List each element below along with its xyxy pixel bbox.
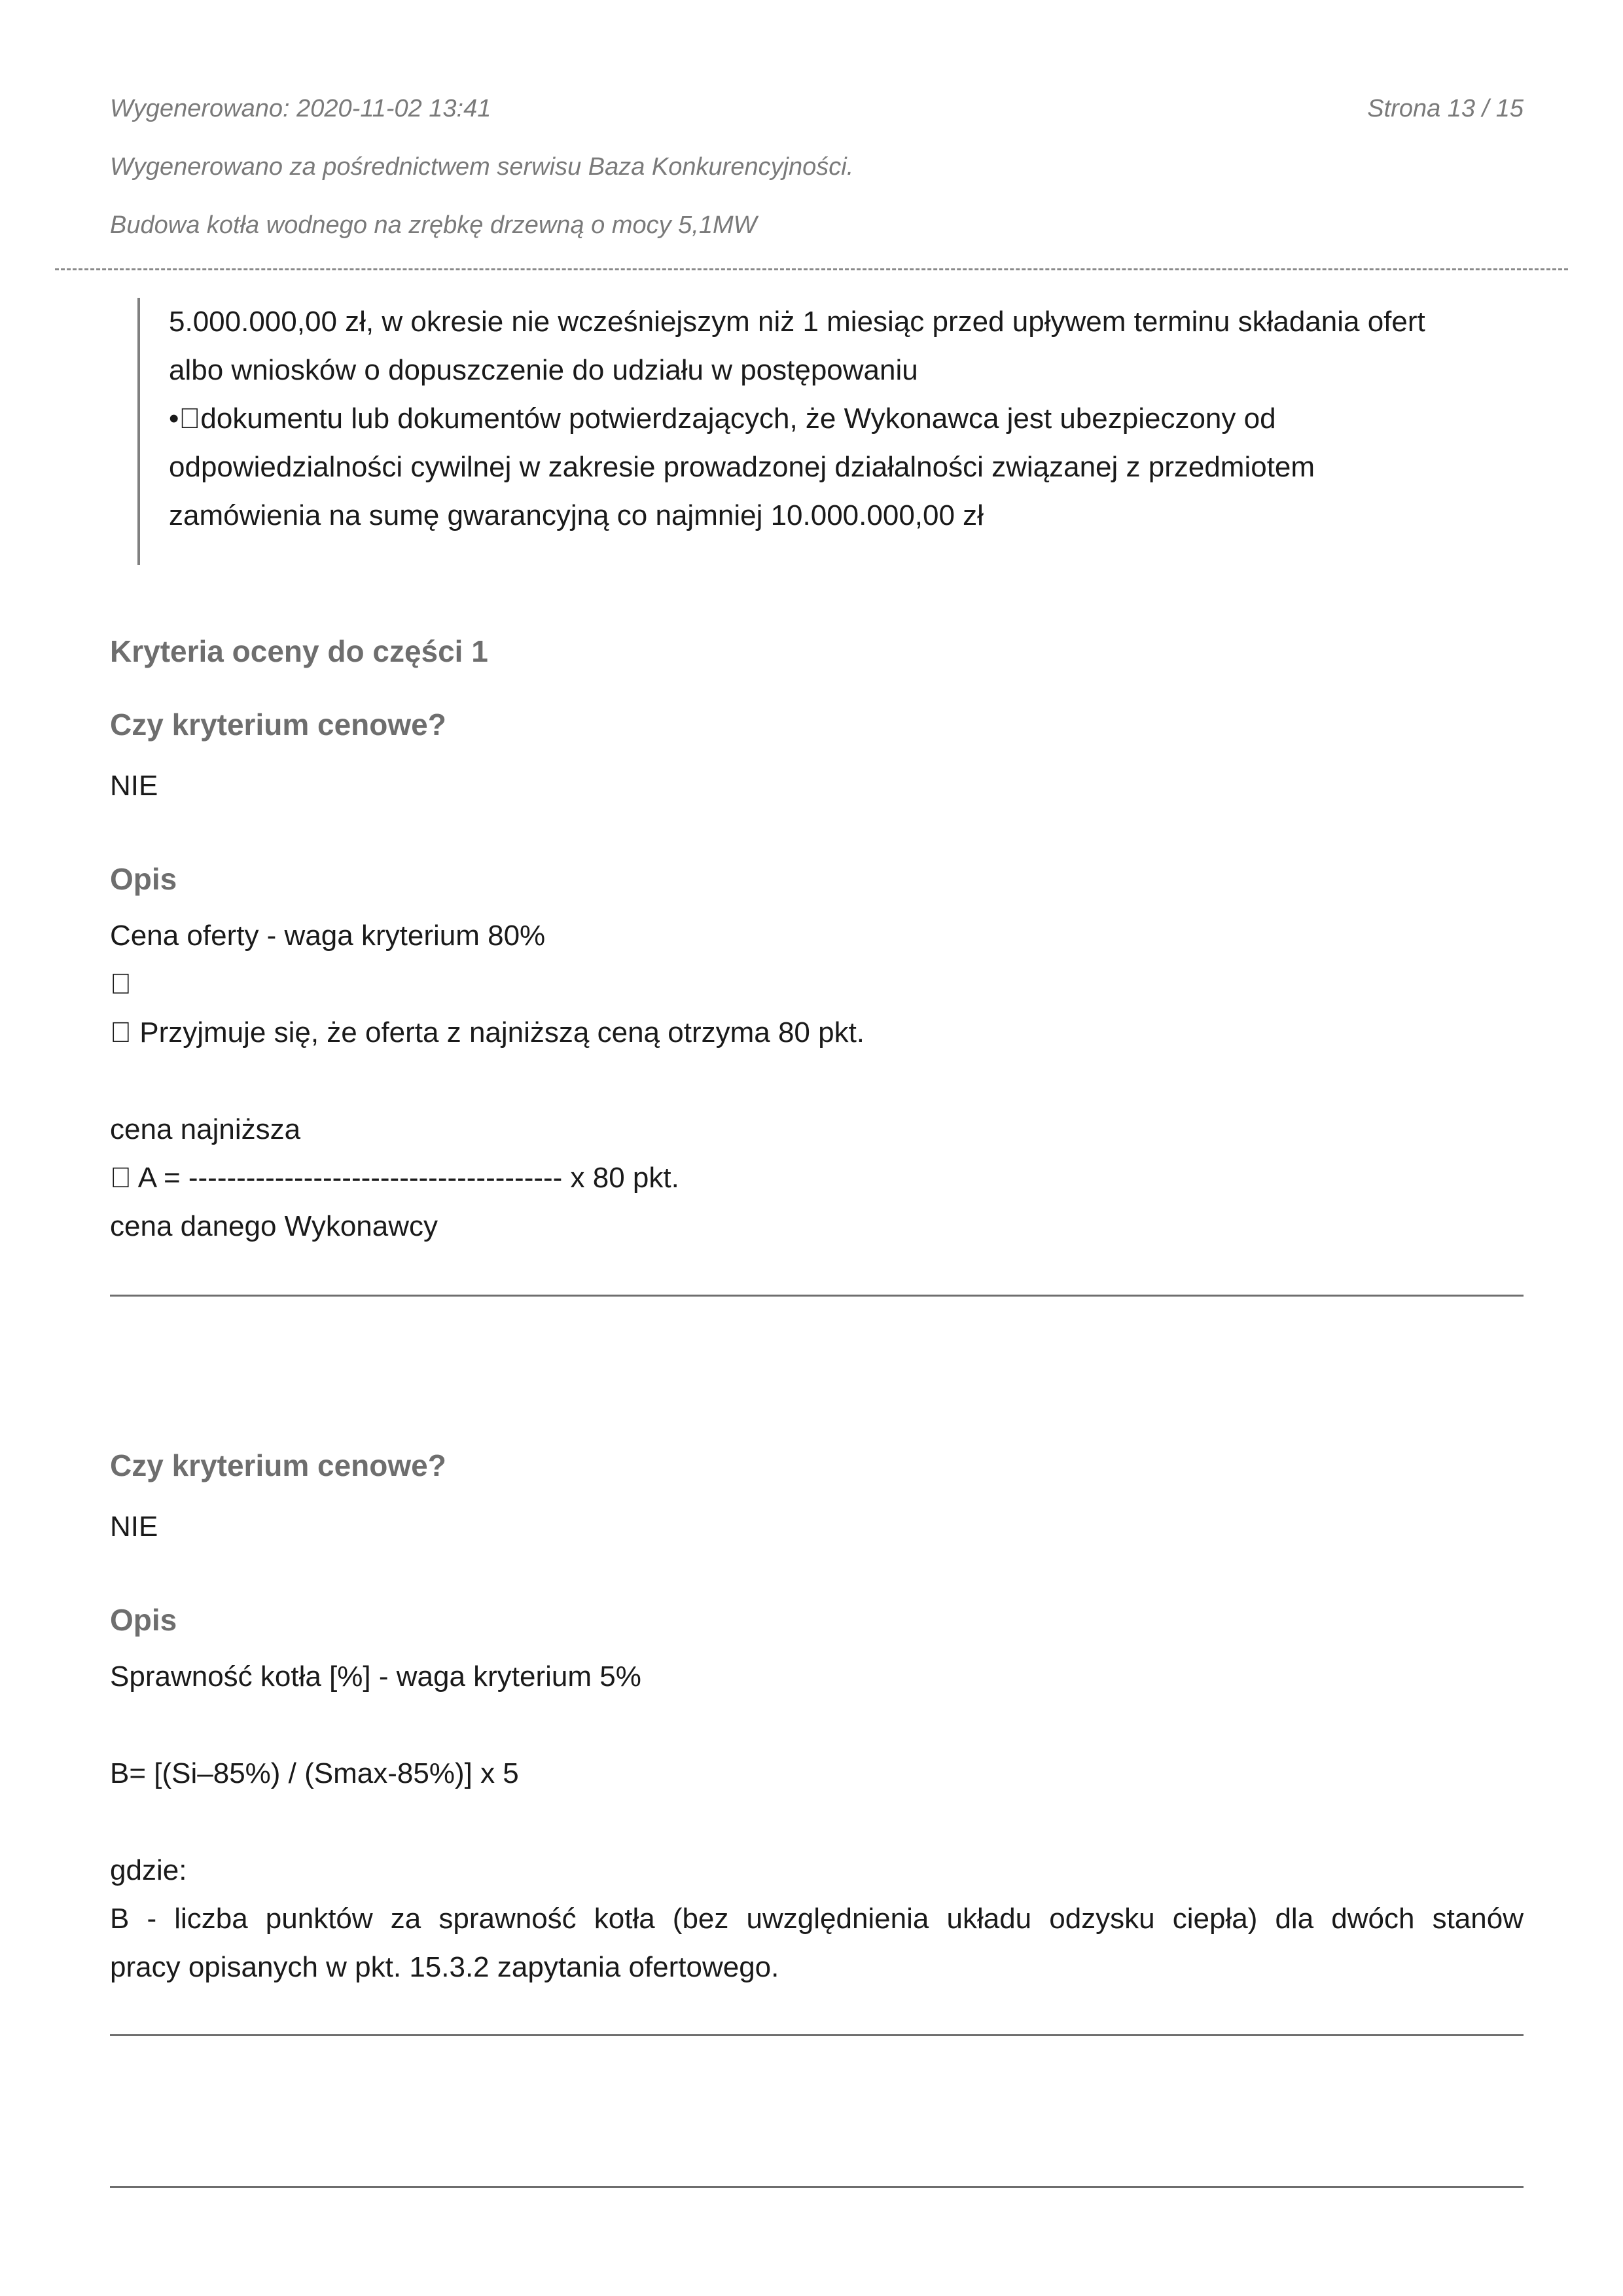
criterion-2-desc-justified: B - liczba punktów za sprawność kotła (bez uwzględnienia układu odzysku ciepła) dla dwóch stanów <box>110 1903 1524 1935</box>
generated-via-note: Wygenerowano za pośrednictwem serwisu Baza Konkurencyjności. <box>110 153 854 181</box>
criterion-1-desc-wrap <box>110 912 1524 1251</box>
criterion-2-price-question-wrap <box>110 1448 1524 1483</box>
criterion-1-desc-label-wrap <box>110 861 1524 897</box>
criterion-2-desc-label-wrap <box>110 1602 1524 1638</box>
criterion-2-desc-last: pracy opisanych w pkt. 15.3.2 zapytania ofertowego. <box>110 1951 779 1983</box>
criterion-2-divider <box>110 2034 1524 2036</box>
criterion-1-price-question-wrap <box>110 707 1524 742</box>
criterion-1-desc-label: Opis <box>110 862 177 896</box>
criteria-title-wrap <box>110 634 1524 669</box>
criterion-1-price-answer-wrap <box>110 770 1524 802</box>
bottom-divider <box>110 2186 1524 2188</box>
page-number: Strona 13 / 15 <box>1367 95 1524 122</box>
criterion-2-desc-wrap <box>110 1653 1524 1992</box>
criterion-2-price-answer-wrap <box>110 1511 1524 1543</box>
criterion-2-price-answer: NIE <box>110 1511 158 1543</box>
document-title: Budowa kotła wodnego na zrębkę drzewną o mocy 5,1MW <box>110 211 757 239</box>
criterion-2-price-question: Czy kryterium cenowe? <box>110 1448 446 1482</box>
criteria-title: Kryteria oceny do części 1 <box>110 634 488 668</box>
criterion-2-desc-label: Opis <box>110 1603 177 1637</box>
criterion-1-price-question: Czy kryterium cenowe? <box>110 708 446 742</box>
quote-block <box>137 298 1518 565</box>
header-divider <box>55 268 1568 270</box>
criterion-1-desc-text: Cena oferty - waga kryterium 80%     Przyjmuje się, że oferta z najniższą ceną otrzyma 80 pkt. cena najniższa   A = --------------------------------------- x 80 pkt. cena danego Wykonawcy <box>110 920 865 1242</box>
criterion-2-desc-text: Sprawność kotła [%] - waga kryterium 5% B= [(Si–85%) / (Smax-85%)] x 5 gdzie: <box>110 1660 641 1886</box>
generated-timestamp: Wygenerowano: 2020-11-02 13:41 <box>110 95 491 122</box>
criterion-1-divider <box>110 1295 1524 1297</box>
criterion-1-price-answer: NIE <box>110 770 158 802</box>
quote-text: 5.000.000,00 zł, w okresie nie wcześniejszym niż 1 miesiąc przed upływem terminu składania ofert albo wniosków o dopuszczenie do udziału w postępowaniu • dokumentu lub dokumentów potwierdzających, że Wykonawca jest ubezpieczony od odpowiedzialności cywilnej w zakresie prowadzonej działalności związanej z przedmiotem zamówienia na sumę gwarancyjną co najmniej 10.000.000,00 zł <box>169 306 1425 531</box>
